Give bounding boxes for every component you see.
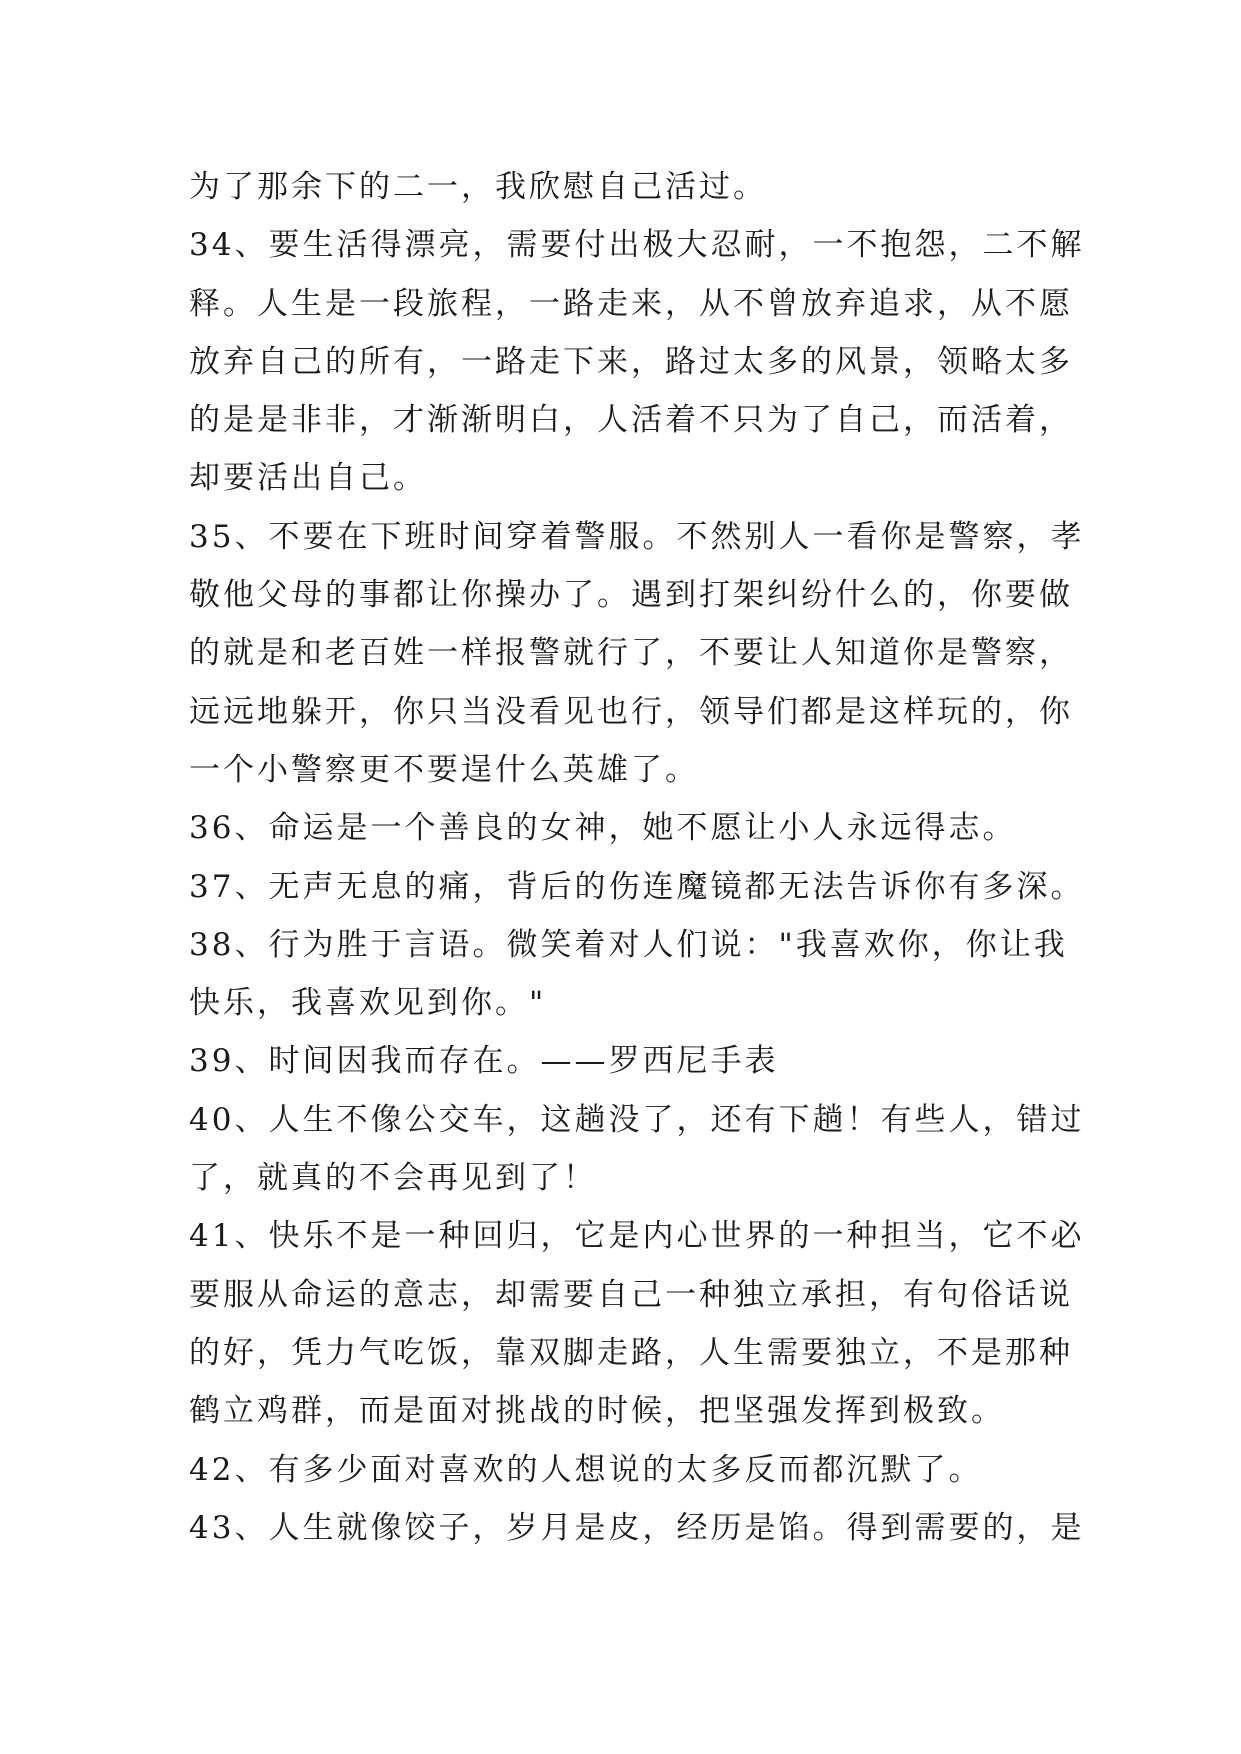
text-line-19: 41、快乐不是一种回归，它是内心世界的一种担当，它不必	[189, 1218, 1085, 1255]
text-line-6: 却要活出自己。	[189, 460, 427, 497]
text-line-3: 释。人生是一段旅程，一路走来，从不曾放弃追求，从不愿	[189, 285, 1073, 322]
text-line-15: 快乐，我喜欢见到你。"	[189, 985, 547, 1022]
text-line-24: 43、人生就像饺子，岁月是皮，经历是馅。得到需要的，是	[189, 1509, 1085, 1546]
text-line-23: 42、有多少面对喜欢的人想说的太多反而都沉默了。	[189, 1451, 983, 1488]
text-line-4: 放弃自己的所有，一路走下来，路过太多的风景，领略太多	[189, 343, 1073, 380]
text-line-21: 的好，凭力气吃饭，靠双脚走路，人生需要独立，不是那种	[189, 1334, 1073, 1371]
text-line-10: 远远地躲开，你只当没看见也行，领导们都是这样玩的，你	[189, 693, 1073, 730]
text-line-9: 的就是和老百姓一样报警就行了，不要让人知道你是警察，	[189, 635, 1073, 672]
body-text	[189, 158, 1085, 1557]
text-line-12: 36、命运是一个善良的女神，她不愿让小人永远得志。	[189, 810, 1017, 847]
text-line-1: 为了那余下的二一，我欣慰自己活过。	[189, 169, 767, 205]
text-line-16: 39、时间因我而存在。——罗西尼手表	[189, 1043, 779, 1080]
text-line-14: 38、行为胜于言语。微笑着对人们说："我喜欢你，你让我	[189, 926, 1068, 963]
text-line-17: 40、人生不像公交车，这趟没了，还有下趟！有些人，错过	[189, 1101, 1085, 1138]
text-line-7: 35、不要在下班时间穿着警服。不然别人一看你是警察，孝	[189, 518, 1085, 555]
text-line-20: 要服从命运的意志，却需要自己一种独立承担，有句俗话说	[189, 1276, 1073, 1313]
text-line-22: 鹤立鸡群，而是面对挑战的时候，把坚强发挥到极致。	[189, 1393, 1005, 1430]
text-line-5: 的是是非非，才渐渐明白，人活着不只为了自己，而活着，	[189, 402, 1073, 439]
text-line-2: 34、要生活得漂亮，需要付出极大忍耐，一不抱怨，二不解	[189, 227, 1085, 264]
text-line-8: 敬他父母的事都让你操办了。遇到打架纠纷什么的，你要做	[189, 577, 1073, 614]
text-line-13: 37、无声无息的痛，背后的伤连魔镜都无法告诉你有多深。	[189, 868, 1085, 905]
text-line-11: 一个小警察更不要逞什么英雄了。	[189, 751, 699, 788]
text-line-18: 了，就真的不会再见到了！	[189, 1160, 597, 1197]
